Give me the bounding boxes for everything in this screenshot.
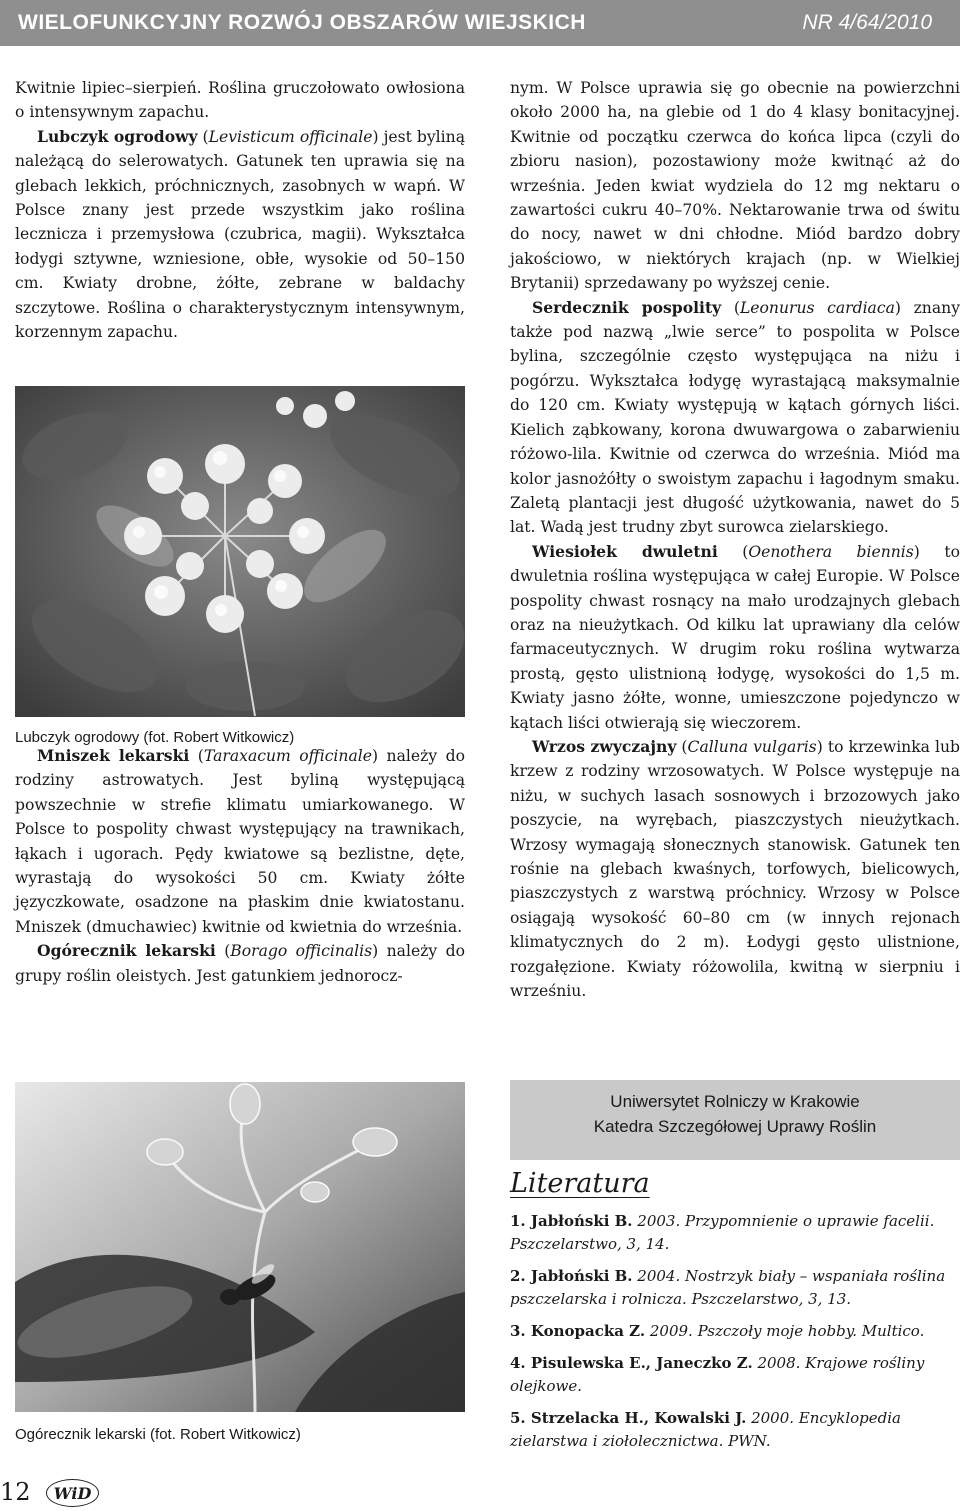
lubczyk-photo — [15, 386, 465, 717]
reference-details: 2000. Encyklopedia zielarstwa i ziołolecznictwa. PWN. — [510, 1409, 901, 1450]
reference-details: 2003. Przypomnienie o uprawie facelii. Pszczelarstwo, 3, 14. — [510, 1212, 935, 1253]
reference-authors: 2. Jabłoński B. — [510, 1267, 633, 1285]
ogorecznik-photo — [15, 1082, 465, 1412]
plant-name: Serdecznik pospolity — [532, 297, 722, 317]
latin-name: Calluna vulgaris — [687, 737, 817, 756]
page-number: 12 — [0, 1478, 31, 1506]
paragraph-text: należy do grupy roślin oleistych. Jest gatunkiem jednorocz- — [15, 942, 465, 985]
latin-name: Oenothera biennis — [748, 542, 914, 561]
plant-name: Lubczyk ogrodowy — [37, 126, 198, 146]
journal-section-title: WIELOFUNKCYJNY ROZWÓJ OBSZARÓW WIEJSKICH — [18, 11, 586, 34]
paragraph-ogorecznik: Ogórecznik lekarski (Borago officinalis) należy do grupy roślin oleistych. Jest gatunkiem jednorocz- — [15, 941, 465, 985]
university-name: Uniwersytet Rolniczy w Krakowie — [610, 1092, 860, 1111]
paragraph-text: to dwuletnia roślina występująca w całej Europie. W Polsce pospolity chwast rosnący na mało urodzajnych glebach oraz na nieużytkach. Od kilku lat uprawiany dla celów farmaceutycznych. W drugim roku roślina wytwarza prostą, gęsto ulistnioną łodygę, wysokości do 1,5 m. Kwiaty jasno żółte, wonne, umieszczone pojedynczo w kątach liści otwierają się wieczorem. — [510, 542, 960, 732]
paragraph-wiesiolek: Wiesiołek dwuletni (Oenothera biennis) to dwuletnia roślina występująca w całej Europie. W Polsce pospolity chwast rosnący na mało urodzajnych glebach oraz na nieużytkach. Od kilku lat uprawiany dla celów farmaceutycznych. W drugim roku roślina wytwarza prostą, gęsto ulistnioną łodygę, wysokości do 1,5 m. Kwiaty jasno żółte, wonne, umieszczone pojedynczo w kątach liści otwierają się wieczorem. — [510, 541, 960, 732]
paragraph: Kwitnie lipiec–sierpień. Roślina gruczołowato owłosiona o intensywnym zapachu. — [15, 79, 465, 122]
reference-item — [510, 1352, 960, 1398]
paragraph-lubczyk: Lubczyk ogrodowy (Levisticum officinale) jest byliną należącą do selerowatych. Gatunek ten uprawia się na glebach lekkich, próchnicznych, zasobnych w wapń. W Polsce znany jest przede wszystkim jako roślina lecznicza i przemysłowa (czubrica, magii). Wykształca łodygi sztywne, wzniesione, obłe, wysokie od 50–150 cm. Kwiaty drobne, żółte, zebrane w baldachy szczytowe. Roślina o charakterystycznym intensywnym, korzennym zapachu. — [15, 126, 465, 342]
latin-name: Levisticum officinale — [208, 127, 373, 146]
plant-name: Wiesiołek dwuletni — [532, 541, 718, 561]
literature-heading: Literatura — [510, 1168, 650, 1199]
right-column — [510, 76, 960, 1003]
reference-item — [510, 1210, 960, 1256]
department-name: Katedra Szczegółowej Uprawy Roślin — [593, 1117, 877, 1136]
photo-caption: Ogórecznik lekarski (fot. Robert Witkowicz) — [15, 1426, 301, 1443]
photo-caption: Lubczyk ogrodowy (fot. Robert Witkowicz) — [15, 729, 295, 746]
paragraph-text: należy do rodziny astrowatych. Jest byliną występującą powszechnie w strefie klimatu umiarkowanego. W Polsce to pospolity chwast występujący na trawnikach, łąkach i ugorach. Pędy kwiatowe są bezlistne, dęte, wyrastają do wysokości 50 cm. Kwiaty żółte języczkowate, osadzone na płaskim dnie kwiatostanu. Mniszek (dmuchawiec) kwitnie od kwietnia do września. — [15, 747, 465, 936]
running-header — [0, 0, 960, 46]
reference-item — [510, 1265, 960, 1311]
plant-name: Mniszek lekarski — [37, 746, 190, 765]
reference-details: 2004. Nostrzyk biały – wspaniała roślina pszczelarska i rolnicza. Pszczelarstwo, 3, 13. — [510, 1267, 946, 1308]
paragraph-serdecznik: Serdecznik pospolity (Leonurus cardiaca) znany także pod nazwą „lwie serce” to pospolita w Polsce bylina, szczególnie często występująca na niżu i pogórzu. Wykształca łodygę wyrastającą maksymalnie do 120 cm. Kwiaty występują w kątach górnych liści. Kielich ząbkowany, korona dwuwargowa o zabarwieniu różowo-lila. Kwitnie od czerwca do września. Miód ma kolor jasnożółty o swoistym zapachu i łagodnym smaku. Zaletą plantacji jest długość użytkowania, nawet do 5 lat. Wadą jest trudny zbyt surowca zielarskiego. — [510, 297, 960, 537]
paragraph-wrzos: Wrzos zwyczajny (Calluna vulgaris) to krzewinka lub krzew z rodziny wrzosowatych. W Polsce występuje na niżu, w suchych lasach sosnowych i brzozowych jako poszycie, na wyrębach, piaszczystych nieużytkach. Wrzosy wymagają słonecznych stanowisk. Gatunek ten rośnie na glebach kwaśnych, torfowych, bielicowych, piaszczystych z warstwą próchnicy. Wrzosy w Polsce osiągają wysokość 60–80 cm (w innych rejonach klimatycznych do 2 m). Łodygi gęsto ulistnione, rozgałęzione. Kwiaty różowolila, kwitną w sierpniu i wrześniu. — [510, 736, 960, 1001]
reference-details: 2009. Pszczoły moje hobby. Multico. — [645, 1322, 925, 1340]
reference-item — [510, 1407, 960, 1453]
latin-name: Leonurus cardiaca — [739, 298, 895, 317]
left-column-bottom — [15, 744, 465, 988]
journal-logo: WiD — [46, 1479, 99, 1507]
reference-item — [510, 1320, 960, 1343]
plant-name: Wrzos zwyczajny — [532, 736, 677, 756]
affiliation-box — [510, 1080, 960, 1160]
reference-authors: 1. Jabłoński B. — [510, 1212, 633, 1230]
paragraph-text: to krzewinka lub krzew z rodziny wrzosowatych. W Polsce występuje na niżu, w suchych lasach sosnowych i brzozowych jako poszycie, na wyrębach, piaszczystych nieużytkach. Wrzosy wymagają słonecznych stanowisk. Gatunek ten rośnie na glebach kwaśnych, torfowych, bielicowych, piaszczystych z warstwą próchnicy. Wrzosy w Polsce osiągają wysokość 60–80 cm (w innych rejonach klimatycznych do 2 m). Łodygi gęsto ulistnione, rozgałęzione. Kwiaty różowolila, kwitną w sierpniu i wrześniu. — [510, 737, 960, 1001]
reference-authors: 3. Konopacka Z. — [510, 1322, 646, 1340]
left-column-top — [15, 76, 465, 344]
paragraph-text: jest byliną należącą do selerowatych. Gatunek ten uprawia się na glebach lekkich, próchnicznych, zasobnych w wapń. W Polsce znany jest przede wszystkim jako roślina lecznicza i przemysłowa (czubrica, magii). Wykształca łodygi sztywne, wzniesione, obłe, wysokie od 50–150 cm. Kwiaty drobne, żółte, zebrane w baldachy szczytowe. Roślina o charakterystycznym intensywnym, korzennym zapachu. — [15, 127, 465, 342]
plant-name: Ogórecznik lekarski — [37, 941, 216, 961]
reference-details: 2008. Krajowe rośliny olejkowe. — [510, 1354, 925, 1395]
reference-list — [510, 1210, 960, 1462]
paragraph-mniszek: Mniszek lekarski (Taraxacum officinale) należy do rodziny astrowatych. Jest byliną występującą powszechnie w strefie klimatu umiarkowanego. W Polsce to pospolity chwast występujący na trawnikach, łąkach i ugorach. Pędy kwiatowe są bezlistne, dęte, wyrastają do wysokości 50 cm. Kwiaty żółte języczkowate, osadzone na płaskim dnie kwiatostanu. Mniszek (dmuchawiec) kwitnie od kwietnia do września. — [15, 746, 465, 936]
latin-name: Taraxacum officinale — [203, 747, 372, 765]
paragraph: nym. W Polsce uprawia się go obecnie na powierzchni około 2000 ha, na glebie od 1 do 4 klasy bonitacyjnej. Kwitnie od początku czerwca do końca lipca (czyli do zbioru nasion), pozostawiony może kwitnąć aż do września. Jeden kwiat wydziela do 12 mg nektaru o zawartości cukru 40–70%. Nektarowanie trwa od świtu do nocy, nawet w dni chłodne. Miód bardzo dobry jakościowo, w niektórych krajach (np. w Wielkiej Brytanii) sprzedawany po wyższej cenie. — [510, 79, 960, 293]
reference-authors: 4. Pisulewska E., Janeczko Z. — [510, 1354, 753, 1372]
reference-authors: 5. Strzelacka H., Kowalski J. — [510, 1409, 747, 1427]
issue-number: NR 4/64/2010 — [802, 11, 932, 34]
paragraph-text: znany także pod nazwą „lwie serce” to pospolita w Polsce bylina, szczególnie często występująca na niżu i pogórzu. Wykształca łodygę wyrastającą maksymalnie do 120 cm. Kwiaty występują w kątach górnych liści. Kielich ząbkowany, korona dwuwargowa o zabarwieniu różowo-lila. Kwitnie od czerwca do września. Miód ma kolor jasnożółty o swoistym zapachu i łagodnym smaku. Zaletą plantacji jest długość użytkowania, nawet do 5 lat. Wadą jest trudny zbyt surowca zielarskiego. — [510, 298, 960, 537]
latin-name: Borago officinalis — [230, 942, 373, 961]
